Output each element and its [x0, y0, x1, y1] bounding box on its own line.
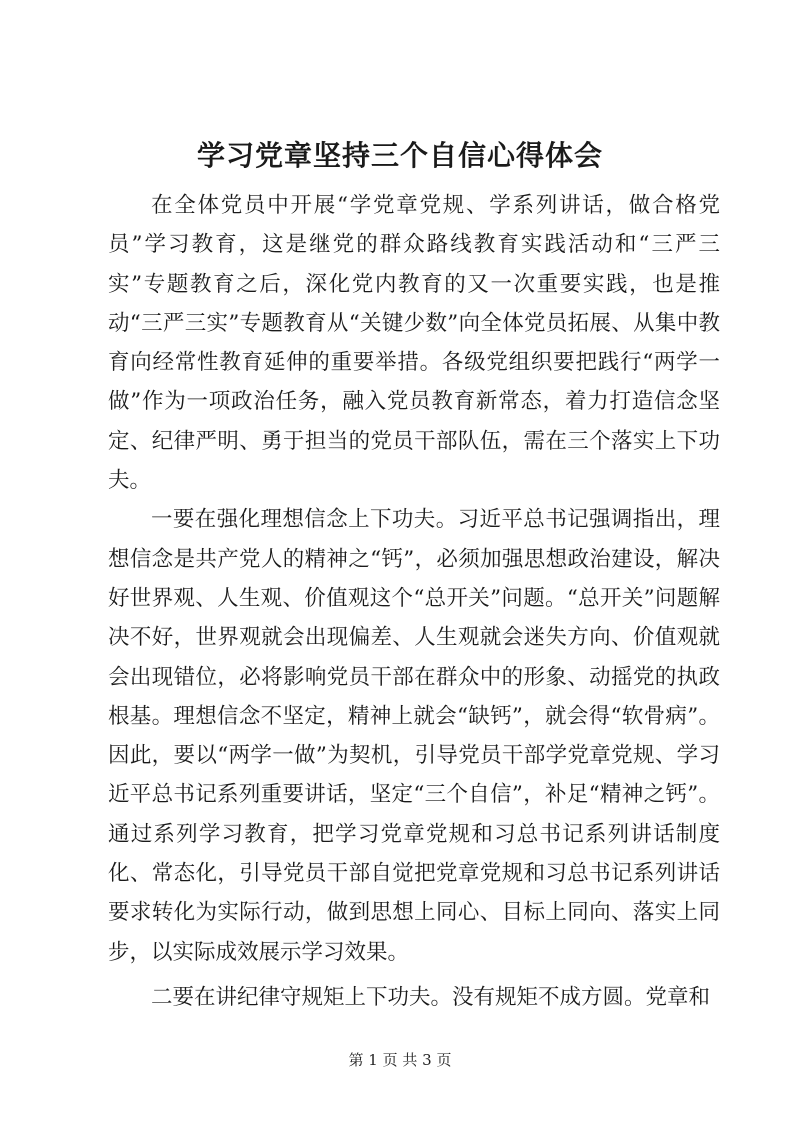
paragraph-discipline: 二要在讲纪律守规矩上下功夫。没有规矩不成方圆。党章和 [151, 984, 711, 1010]
paragraph-intro: 在全体党员中开展“学党章党规、学系列讲话，做合格党员”学习教育，这是继党的群众路线教育实践活动和“三严三实”专题教育之后，深化党内教育的又一次重要实践，也是推动“三严三实”专题教育从“关键少数”向全体党员拓展、从集中教育向经常性教育延伸的重要举措。各级党组织要把践行“两学一做”作为一项政治任务，融入党员教育新常态，着力打造信念坚定、纪律严明、勇于担当的党员干部队伍，需在三个落实上下功夫。 [108, 193, 720, 494]
paragraph-ideals: 一要在强化理想信念上下功夫。习近平总书记强调指出，理想信念是共产党人的精神之“钙”，必须加强思想政治建设，解决好世界观、人生观、价值观这个“总开关”问题。“总开关”问题解决不好，世界观就会出现偏差、人生观就会迷失方向、价值观就会出现错位，必将影响党员干部在群众中的形象、动摇党的执政根基。理想信念不坚定，精神上就会“缺钙”，就会得“软骨病”。因此，要以“两学一做”为契机，引导党员干部学党章党规、学习近平总书记系列重要讲话，坚定“三个自信”，补足“精神之钙”。通过系列学习教育，把学习党章党规和习总书记系列讲话制度化、常态化，引导党员干部自觉把党章党规和习总书记系列讲话要求转化为实际行动，做到思想上同心、目标上同向、落实上同步，以实际成效展示学习效果。 [108, 507, 720, 965]
document-title: 学习党章坚持三个自信心得体会 [196, 139, 603, 172]
document-body [108, 186, 720, 1017]
page-number-footer: 第 1 页 共 3 页 [348, 1051, 452, 1069]
